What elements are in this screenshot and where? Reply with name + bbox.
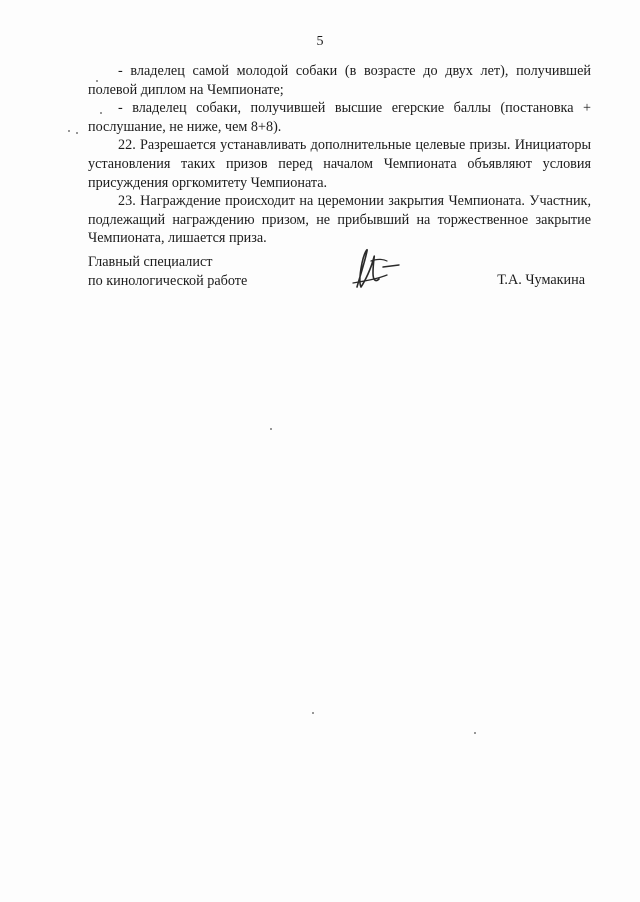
paragraph-youngest-dog-owner: - владелец самой молодой собаки (в возрасте до двух лет), получившей полевой диплом на Чемпионате;	[88, 63, 591, 98]
scan-speck	[312, 712, 314, 714]
scan-speck	[68, 130, 70, 132]
scan-speck	[100, 112, 102, 114]
page-number: 5	[316, 34, 324, 49]
handwritten-signature	[343, 243, 413, 295]
scan-speck	[76, 132, 78, 134]
signer-name: Т.А. Чумакина	[497, 272, 585, 288]
scan-speck	[96, 80, 98, 82]
signer-position-line2: по кинологической работе	[88, 272, 248, 289]
scan-speck	[270, 428, 272, 430]
paragraph-22-target-prizes: 22. Разрешается устанавливать дополнительные целевые призы. Инициаторы установления таких призов перед началом Чемпионата объявляют условия присуждения оргкомитету Чемпионата.	[88, 137, 591, 191]
document-body	[88, 62, 591, 248]
paragraph-highest-scores-owner: - владелец собаки, получившей высшие егерские баллы (постановка + послушание, не ниже, чем 8+8).	[88, 100, 591, 135]
signature-block	[88, 253, 591, 301]
signer-position	[88, 253, 247, 290]
scan-speck	[474, 732, 476, 734]
paragraph-23-award-ceremony: 23. Награждение происходит на церемонии закрытия Чемпионата. Участник, подлежащий награждению призом, не прибывший на торжественное закрытие Чемпионата, лишается приза.	[88, 193, 591, 247]
signer-position-line1: Главный специалист	[88, 254, 213, 270]
